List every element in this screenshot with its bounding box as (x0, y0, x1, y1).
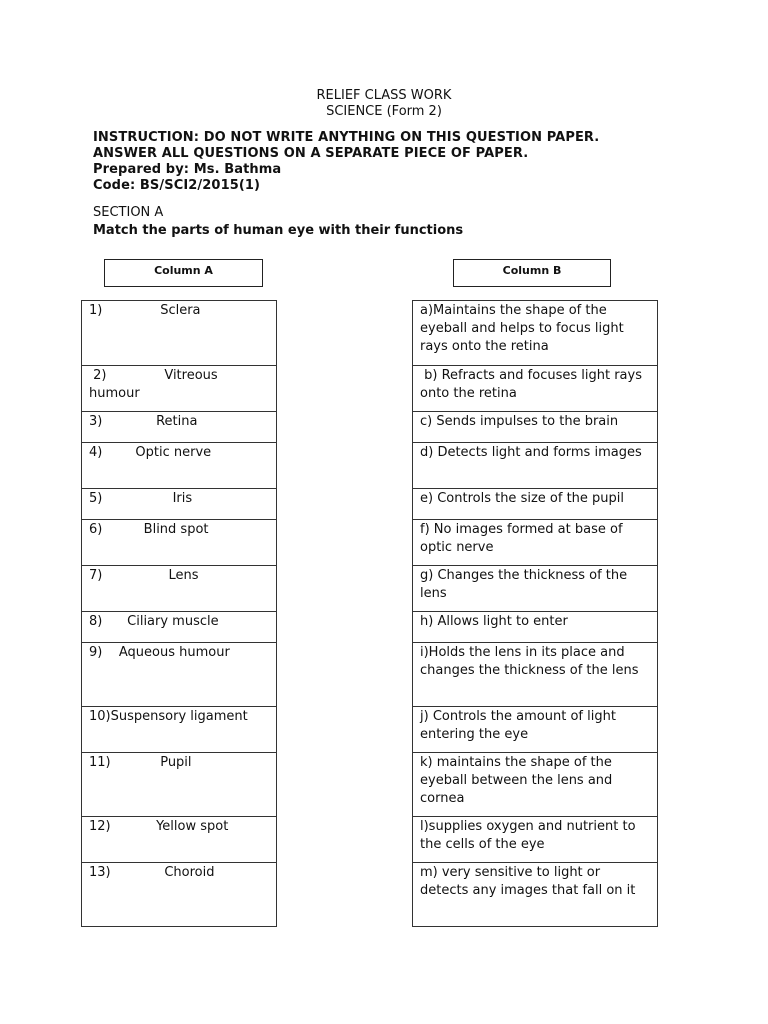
column-a-item: 6) Blind spot (81, 519, 277, 566)
column-b-item: a)Maintains the shape of the eyeball and helps to focus light rays onto the retina (412, 300, 658, 366)
instruction-line-1: INSTRUCTION: DO NOT WRITE ANYTHING ON THIS QUESTION PAPER. (93, 130, 600, 145)
column-b-header: Column B (453, 259, 611, 287)
column-a-item: 4) Optic nerve (81, 442, 277, 489)
column-a-item: 2) Vitreous humour (81, 365, 277, 412)
column-a-item: 5) Iris (81, 488, 277, 520)
column-a-item: 13) Choroid (81, 862, 277, 927)
column-a-item: 8) Ciliary muscle (81, 611, 277, 643)
instruction-line-2: ANSWER ALL QUESTIONS ON A SEPARATE PIECE OF PAPER. (93, 146, 529, 161)
column-b-item: h) Allows light to enter (412, 611, 658, 643)
column-b-item: g) Changes the thickness of the lens (412, 565, 658, 612)
column-a-item: 10)Suspensory ligament (81, 706, 277, 753)
column-b-item: i)Holds the lens in its place and changes the thickness of the lens (412, 642, 658, 707)
column-b-item: c) Sends impulses to the brain (412, 411, 658, 443)
column-b-item: k) maintains the shape of the eyeball between the lens and cornea (412, 752, 658, 817)
column-b-item: f) No images formed at base of optic nerve (412, 519, 658, 566)
column-b-item: m) very sensitive to light or detects any images that fall on it (412, 862, 658, 927)
column-b-item: l)supplies oxygen and nutrient to the cells of the eye (412, 816, 658, 863)
column-a-item: 11) Pupil (81, 752, 277, 817)
column-b-item: b) Refracts and focuses light rays onto the retina (412, 365, 658, 412)
column-b-item: e) Controls the size of the pupil (412, 488, 658, 520)
column-a-item: 9) Aqueous humour (81, 642, 277, 707)
section-heading: SECTION A (93, 205, 164, 220)
column-a-item: 3) Retina (81, 411, 277, 443)
question-text: Match the parts of human eye with their functions (93, 223, 464, 238)
code-line: Code: BS/SCI2/2015(1) (93, 178, 261, 193)
doc-subtitle: SCIENCE (Form 2) (326, 104, 442, 119)
column-a-item: 12) Yellow spot (81, 816, 277, 863)
column-a-header: Column A (104, 259, 263, 287)
prepared-by: Prepared by: Ms. Bathma (93, 162, 282, 177)
column-a-item: 7) Lens (81, 565, 277, 612)
column-b-item: d) Detects light and forms images (412, 442, 658, 489)
column-b-item: j) Controls the amount of light entering the eye (412, 706, 658, 753)
doc-title: RELIEF CLASS WORK (316, 88, 452, 103)
column-a-item: 1) Sclera (81, 300, 277, 366)
